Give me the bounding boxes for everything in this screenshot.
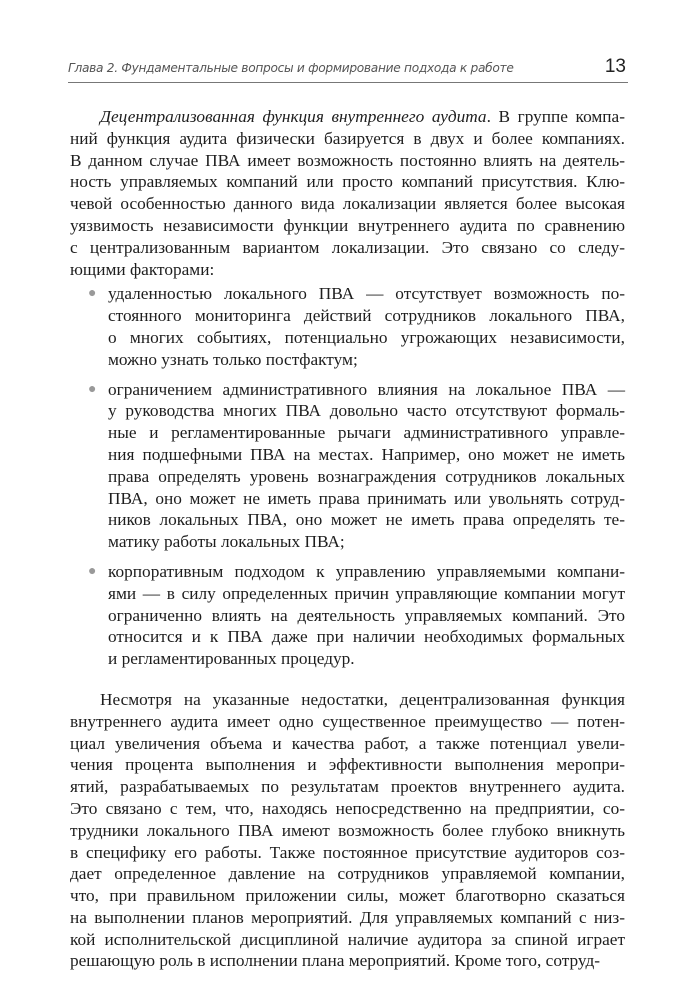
running-header — [68, 56, 628, 83]
paragraph-line: кой исполнительской дисциплиной наличие аудитора за спиной играет — [70, 929, 625, 949]
paragraph-line: трудники локального ПВА имеют возможность более глубоко вникнуть — [70, 820, 625, 840]
paragraph-line: ограниченно влиять на деятельность управляемых компаний. Это — [108, 605, 625, 625]
paragraph-line: решающую роль в исполнении плана мероприятий. Кроме того, сотруд- — [70, 951, 601, 971]
paragraph-line: в специфику его работы. Также постоянное присутствие аудиторов соз- — [70, 842, 625, 862]
paragraph-line: у руководства многих ПВА довольно часто отсутствуют формаль- — [108, 401, 625, 421]
bullet-icon: ● — [88, 381, 97, 397]
paragraph-line: на выполнении планов мероприятий. Для управляемых компаний с низ- — [70, 907, 625, 927]
page-body — [70, 106, 625, 972]
page-number: 13 — [604, 56, 626, 77]
paragraph-line: корпоративным подходом к управлению управляемыми компани- — [108, 561, 625, 581]
paragraph-line: ния подшефными ПВА на местах. Например, оно может не иметь — [108, 444, 625, 464]
paragraph-line: и регламентированных процедур. — [108, 649, 355, 669]
paragraph-line: стоянного мониторинга действий сотрудников локального ПВА, — [108, 306, 625, 326]
paragraph-line: уязвимость независимости функции внутреннего аудита по сравнению — [70, 215, 625, 235]
paragraph-line: ность управляемых компаний или просто компаний присутствия. Клю- — [70, 172, 625, 192]
paragraph-line: ющими факторами: — [70, 259, 215, 279]
paragraph-line: о многих событиях, потенциально угрожающих независимости, — [108, 327, 625, 347]
list-item — [70, 283, 625, 370]
paragraph-line — [70, 106, 625, 128]
paragraph-line: Это связано с тем, что, находясь непосредственно на предприятии, со- — [70, 798, 625, 818]
paragraph-line: матику работы локальных ПВА; — [108, 532, 345, 552]
italic-term: Децентрализованная функция внутреннего аудита — [100, 107, 487, 126]
paragraph-line: ями — в силу определенных причин управляющие компании могут — [108, 583, 625, 603]
lead-text: . В группе компа- — [486, 107, 625, 126]
list-item — [70, 379, 625, 553]
paragraph-line: Несмотря на указанные недостатки, децентрализованная функция — [100, 689, 625, 709]
paragraph-decentralized — [70, 106, 625, 280]
running-title: Глава 2. Фундаментальные вопросы и формирование подхода к работе — [68, 61, 514, 75]
paragraph-line: ятий, разрабатываемых по результатам проектов внутреннего аудита. — [70, 777, 625, 797]
paragraph-line: можно узнать только постфактум; — [108, 349, 358, 369]
paragraph-line: права определять уровень вознаграждения сотрудников локальных — [108, 466, 625, 486]
paragraph-line: что, при правильном приложении силы, может благотворно сказаться — [70, 886, 625, 906]
paragraph-line: ний функция аудита физически базируется в двух и более компаниях. — [70, 128, 625, 148]
paragraph-line: относится и к ПВА даже при наличии необходимых формальных — [108, 627, 625, 647]
paragraph-line: чевой особенностью данного вида локализации является более высокая — [70, 194, 625, 214]
paragraph-line: ников локальных ПВА, оно может не иметь права определять те- — [108, 510, 625, 530]
paragraph-line: В данном случае ПВА имеет возможность постоянно влиять на деятель- — [70, 150, 625, 170]
paragraph-line: ные и регламентированные рычаги административного управле- — [108, 423, 625, 443]
bullet-icon: ● — [88, 286, 97, 302]
factors-list — [70, 283, 625, 670]
bullet-icon: ● — [88, 563, 97, 579]
paragraph-line: циал увеличения объема и качества работ, а также потенциал увели- — [70, 733, 625, 753]
paragraph-advantages — [70, 689, 625, 972]
paragraph-line: чения процента выполнения и эффективности выполнения меропри- — [70, 755, 625, 775]
paragraph-line: с централизованным вариантом локализации. Это связано со следу- — [70, 237, 625, 257]
list-item — [70, 561, 625, 670]
paragraph-line: ограничением административного влияния на локальное ПВА — — [108, 379, 625, 399]
paragraph-line: удаленностью локального ПВА — отсутствует возможность по- — [108, 284, 625, 304]
paragraph-line: ПВА, оно может не иметь права принимать или увольнять сотруд- — [108, 488, 625, 508]
paragraph-line: дает определенное давление на сотрудников управляемой компании, — [70, 864, 625, 884]
paragraph-line: внутреннего аудита имеет одно существенное преимущество — потен- — [70, 711, 625, 731]
